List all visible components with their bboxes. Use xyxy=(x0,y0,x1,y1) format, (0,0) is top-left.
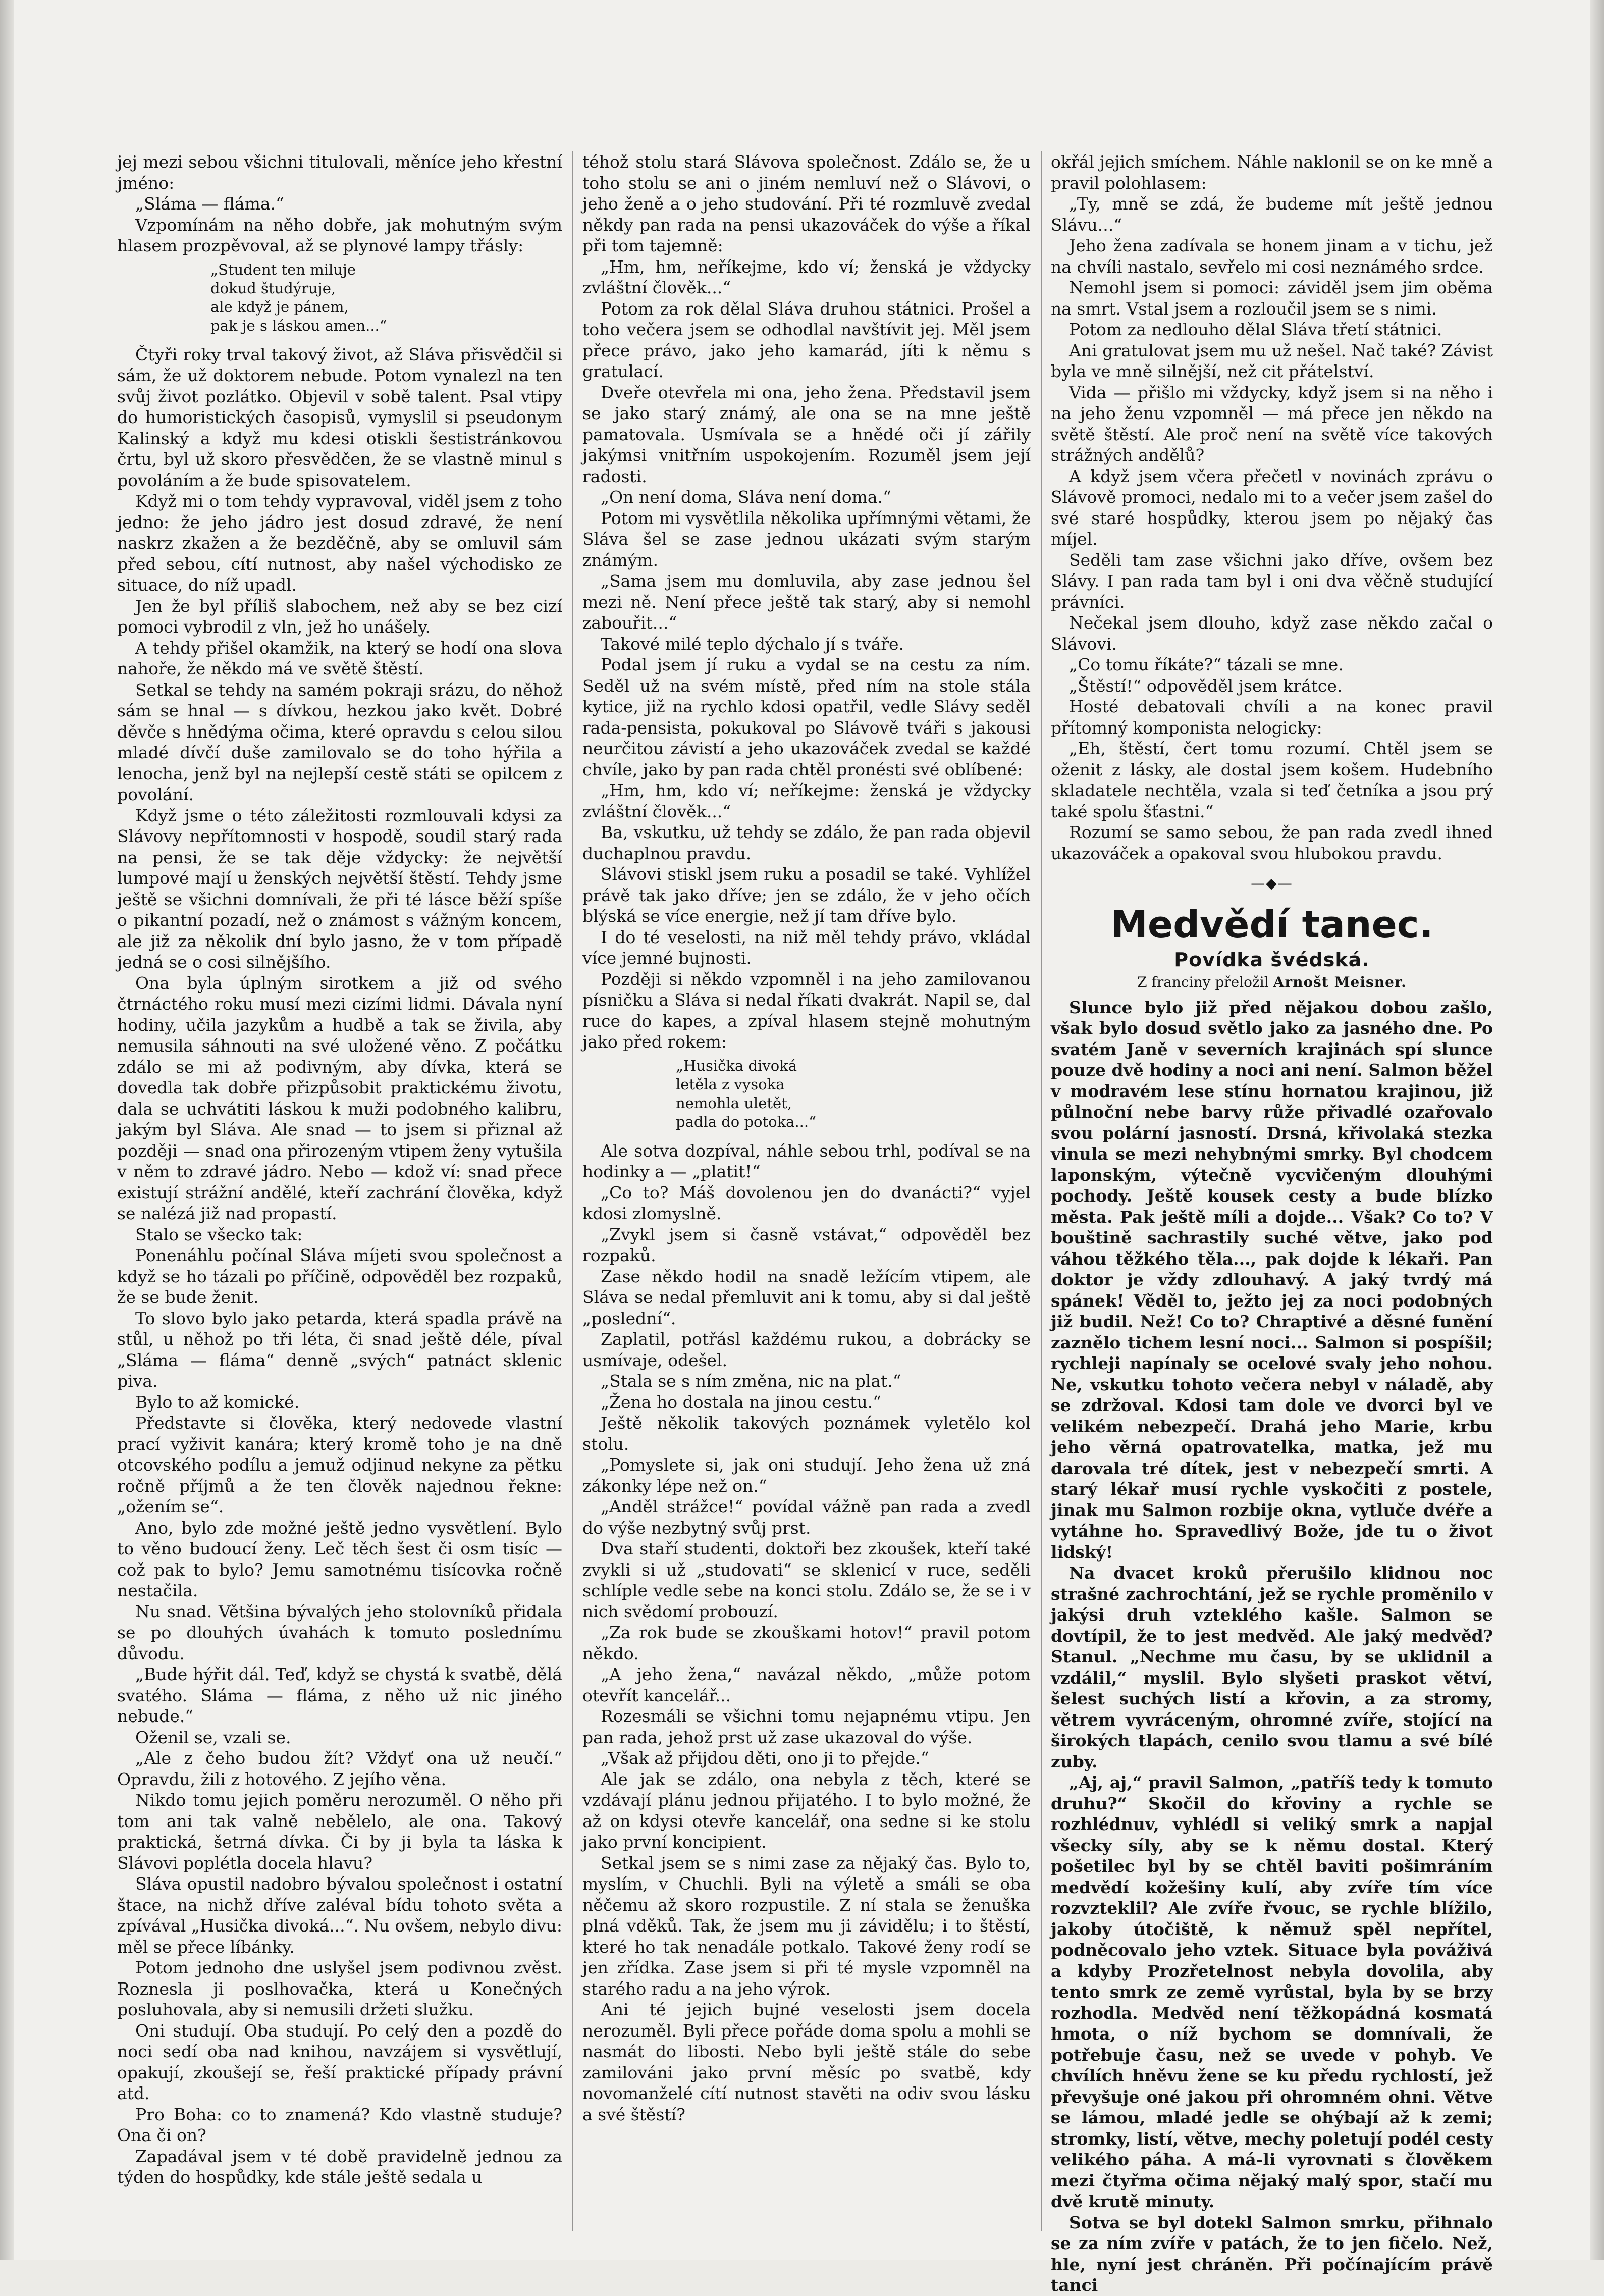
article-paragraph: Ale jak se zdálo, ona nebyla z těch, které se vzdávají plánu jednou přijatého. I to bylo možné, že až on kdysi otevře kancelář, ona sedne si ke stolu jako první koncipient. xyxy=(582,1769,1031,1852)
article-paragraph: Zaplatil, potřásl každému rukou, a dobrácky se usmívaje, odešel. xyxy=(582,1329,1031,1370)
article-paragraph: Později si někdo vzpomněl i na jeho zamilovanou písničku a Sláva si nedal říkati dvakrát. Napil se, dal ruce do kapes, a zpíval hlasem stejně mohutným jako před rokem: xyxy=(582,969,1031,1052)
article-paragraph: „Anděl strážce!“ povídal vážně pan rada a zvedl do výše nezbytný svůj prst. xyxy=(582,1497,1031,1538)
article-paragraph: Ale sotva dozpíval, náhle sebou trhl, podíval se na hodinky a — „platit!“ xyxy=(582,1140,1031,1181)
article-paragraph: Dva staří studenti, doktoři bez zkoušek, kteří také zvykli si už „studovati“ se sklenicí v ruce, seděli schlíple vedle sebe na konci stolu. Zdálo se, že se i v nich svědomí probouzí. xyxy=(582,1539,1031,1622)
article-paragraph: Sláva opustil nadobro bývalou společnost i ostatní štace, na nichž dříve zaléval bídu tohoto světa a zpívával „Husička divoká...“. Nu ovšem, nebylo divu: měl se přece líbánky. xyxy=(117,1874,562,1957)
story-title: Medvědí tanec. xyxy=(1110,903,1433,947)
article-paragraph: Zase někdo hodil na snadě ležícím vtipem, ale Sláva se nedal přemluvit ani k tomu, aby si dal ještě „poslední“. xyxy=(582,1266,1031,1328)
verse-line: „Student ten miluje xyxy=(210,260,356,278)
column-rule-left xyxy=(572,151,573,2231)
column-rule-right xyxy=(1041,151,1042,2231)
article-paragraph: Když jsme o této záležitosti rozmlouvali kdysi za Slávovy nepřítomnosti v hospodě, soudil starý rada na pensi, že se tak děje vždycky: že největší lumpové mají u ženských největší štěstí. Tehdy jsme ještě se všichni domnívali, že při té lásce běží spíše o pikantní pozadí, než o známost s vážným koncem, ale již za několik dní bylo jasno, že v tom případě jedná se o cosi silnějšího. xyxy=(117,805,562,972)
article-paragraph: Setkal jsem se s nimi zase za nějaký čas. Bylo to, myslím, v Chuchli. Byli na výletě a smáli se oba něčemu až skoro rozpustile. Z ní stala se ženuška plná vděků. Tak, že jsem mu ji závidělu; i to štěstí, které ho tak nenadále potkalo. Takové ženy rodí se jen zřídka. Zase jsem si při té mysle vzpomněl na starého radu a na jeho výrok. xyxy=(582,1853,1031,1999)
verse-line: nemohla uletět, xyxy=(676,1094,792,1112)
page-left-edge xyxy=(0,0,14,2260)
article-paragraph: „A jeho žena,“ navázal někdo, „může potom otevřít kancelář... xyxy=(582,1664,1031,1705)
song-verse xyxy=(210,260,562,335)
article-paragraph: Ponenáhlu počínal Sláva míjeti svou společnost a když se ho tázali po příčině, odpověděl bez rozpaků, že se bude ženit. xyxy=(117,1245,562,1307)
story-paragraph: „Aj, aj,“ pravil Salmon, „patříš tedy k tomuto druhu?“ Skočil do křoviny a rychle se rozhlédnuv, vyhlédl si veliký smrk a napjal všecky síly, aby se k němu dostal. Který pošetilec byl by se chtěl baviti pošimráním medvědí kožešiny kulí, aby zvíře tím více rozvzteklil? Ale zvíře řvouc, se rychle blížilo, jakoby útočiště, k němuž spěl nepřítel, podněcovalo jeho vztek. Situace byla pováživá a kdyby Prozřetelnost nebyla dovolila, aby tento smrk ze země vyrůstal, byla by se brzy rozhodla. Medvěd není těžkopádná kosmatá hmota, o níž bychom se domnívali, že potřebuje času, než se uvede v pohyb. Ve chvílích hněvu žene se ku předu rychlostí, jež převyšuje oné jakou při ohromném ohni. Větve se lámou, mladé jedle se ohýbají až k zemi; stromky, listí, větve, mechy poletují podél cesty velikého páha. A má-li vyrovnati s člověkem mezi čtyřma očima nějaký malý spor, stačí mu dvě krutě minuty. xyxy=(1051,1772,1493,2211)
article-paragraph: Ani gratulovat jsem mu už nešel. Nač také? Závist byla ve mně silnější, než cit přátelství. xyxy=(1051,340,1493,381)
story-subtitle: Povídka švédská. xyxy=(1174,948,1370,971)
article-paragraph: Nemohl jsem si pomoci: záviděl jsem jim oběma na smrt. Vstal jsem a rozloučil jsem se s nimi. xyxy=(1051,278,1493,319)
article-paragraph: Rozesmáli se všichni tomu nejapnému vtipu. Jen pan rada, jehož prst už zase ukazoval do výše. xyxy=(582,1706,1031,1747)
column-right xyxy=(1051,151,1493,2295)
article-paragraph: „Eh, štěstí, čert tomu rozumí. Chtěl jsem se oženit z lásky, ale dostal jsem košem. Hudebního skladatele nechtěla, vzala si teď četníka a jsou prý také spolu šťastni.“ xyxy=(1051,739,1493,821)
article-paragraph: „Sláma — fláma.“ xyxy=(135,194,284,214)
article-paragraph: „Však až přijdou děti, ono ji to přejde.“ xyxy=(601,1748,929,1768)
article-paragraph: Oni studují. Oba studují. Po celý den a pozdě do noci sedí oba nad knihou, navzájem si vysvětlují, opakují, zkoušejí se, řeší praktické případy právní atd. xyxy=(117,2020,562,2103)
translator-name: Arnošt Meisner. xyxy=(1273,973,1407,990)
article-paragraph: I do té veselosti, na niž měl tehdy právo, vkládal více jemné bujnosti. xyxy=(582,927,1031,968)
article-paragraph: Dveře otevřela mi ona, jeho žena. Představil jsem se jako starý známý, ale ona se na mne ještě pamatovala. Usmívala se a hnědé oči jí zářily jakýmsi vnitřním uspokojením. Rozuměl jsem její radosti. xyxy=(582,382,1031,486)
credit-prefix: Z franciny přeložil xyxy=(1137,973,1269,990)
article-paragraph: okřál jejich smíchem. Náhle naklonil se on ke mně a pravil polohlasem: xyxy=(1051,152,1493,193)
article-paragraph: Vida — přišlo mi vždycky, když jsem si na něho i na jeho ženu vzpomněl — má přece jen někdo na světě štěstí. Ale proč není na světě více takových strážných andělů? xyxy=(1051,382,1493,465)
article-paragraph: Bylo to až komické. xyxy=(135,1392,300,1412)
article-paragraph: Čtyři roky trval takový život, až Sláva přisvědčil si sám, že už doktorem nebude. Potom vynalezl na ten svůj život pozlátko. Objevil v sobě talent. Psal vtipy do humoristických časopisů, vymyslil si pseudonym Kalinský a když mu kdesi otiskli šestistránkovou črtu, byl už skoro přesvědčen, že se vlastně minul s povoláním a že bude spisovatelem. xyxy=(117,344,562,490)
article-paragraph: Ano, bylo zde možné ještě jedno vysvětlení. Bylo to věno budoucí ženy. Leč těch šest či osm tisíc — což pak to bylo? Jemu samotnému tisícovka ročně nestačila. xyxy=(117,1518,562,1600)
article-paragraph: Podal jsem jí ruku a vydal se na cestu za ním. Seděl už na svém místě, před ním na stole stála kytice, již na rychlo kdosi opatřil, vedle Slávy seděl rada-pensista, pokukoval po Slávově tváři s jakousi neurčitou závistí a jeho ukazováček zvedal se každé chvíle, jako by pan rada chtěl pronésti své oblíbené: xyxy=(582,655,1031,779)
article-paragraph: Potom za nedlouho dělal Sláva třetí státnici. xyxy=(1069,320,1442,339)
article-paragraph: Stalo se všecko tak: xyxy=(135,1224,303,1244)
article-paragraph: „Sama jsem mu domluvila, aby zase jednou šel mezi ně. Není přece ještě tak starý, aby si nemohl zabouřit...“ xyxy=(582,571,1031,633)
article-paragraph: Seděli tam zase všichni jako dříve, ovšem bez Slávy. I pan rada tam byl i oni dva věčně studující právníci. xyxy=(1051,550,1493,612)
article-paragraph: Hosté debatovali chvíli a na konec pravil přítomný komponista nelogicky: xyxy=(1051,697,1493,738)
verse-line: dokud študýruje, xyxy=(210,279,336,297)
article-paragraph: „Za rok bude se zkouškami hotov!“ pravil potom někdo. xyxy=(582,1623,1031,1663)
article-paragraph: Ona byla úplným sirotkem a již od svého čtrnáctého roku musí mezi cizími lidmi. Dávala nyní hodiny, učila jazykům a hudbě a tak se živila, aby nemusila sáhnouti na své uložené věno. Z počátku zdálo se mi až podivným, aby dívka, která se dovedla tak dobře přizpůsobit praktickému životu, dala se uchvátiti láskou k muži podobného kalibru, jakým byl Sláva. Ale snad — to jsem si přiznal až později — snad ona přirozeným vtipem ženy vytušila v něm to zdravé jádro. Nebo — kdož ví: snad přece existují strážní andělé, kteří zachrání člověka, když se nalézá již nad propastí. xyxy=(117,973,562,1223)
article-paragraph: Slávovi stiskl jsem ruku a posadil se také. Vyhlížel právě tak jako dříve; jen se zdálo, že v jeho očích blýská se více energie, než jí tam dříve bylo. xyxy=(582,864,1031,926)
page-right-edge xyxy=(1590,0,1604,2260)
article-paragraph: „Žena ho dostala na jinou cestu.“ xyxy=(601,1392,882,1412)
article-paragraph: Jeho žena zadívala se honem jinam a v tichu, jež na chvíli nastalo, sevřelo mi cosi neznámého srdce. xyxy=(1051,236,1493,277)
story-paragraph: Na dvacet kroků přerušilo klidnou noc strašné zachrochtání, jež se rychle proměnilo v jakýsi druh vzteklého kašle. Salmon se dovtípil, že to jest medvěd. Ale jaký medvěd? Stanul. „Nechme mu času, by se uklidnil a vzdálil,“ myslil. Bylo slyšeti praskot větví, šelest suchých listí a křovin, a za stromy, větrem vyvráceným, ohromné zvíře, stojící na širokých tlapách, cenilo svou tlamu a své bílé zuby. xyxy=(1051,1563,1493,1771)
section-ornament: —◆— xyxy=(1251,875,1293,892)
article-paragraph: Ba, vskutku, už tehdy se zdálo, že pan rada objevil duchaplnou pravdu. xyxy=(582,822,1031,863)
verse-line: letěla z vysoka xyxy=(676,1075,785,1093)
article-paragraph: „Bude hýřit dál. Teď, když se chystá k svatbě, dělá svatého. Sláma — fláma, z něho už nic jiného nebude.“ xyxy=(117,1664,562,1726)
story-paragraph: Sotva se byl dotekl Salmon smrku, přihnalo se za ním zvíře v patách, že to jen fičelo. Než, hle, nyní jest chráněn. Při počínajícím právě tanci xyxy=(1051,2212,1493,2295)
article-paragraph: „Hm, hm, neříkejme, kdo ví; ženská je vždycky zvláštní člověk...“ xyxy=(582,256,1031,297)
verse-line: „Husička divoká xyxy=(676,1057,797,1074)
verse-line: pak je s láskou amen...“ xyxy=(210,317,387,334)
song-verse xyxy=(676,1057,1031,1131)
story-paragraph: Slunce bylo již před nějakou dobou zašlo, však bylo dosud světlo jako za jasného dne. Po svatém Janě v severních krajinách spí slunce pouze dvě hodiny a noci ani není. Salmon běžel v modravém lese stínu hornatou krajinou, již půlnoční nebe barvy růže přivadlé ozařovalo svou polární jasností. Drsná, křivolaká stezka vinula se mezi nehybnými smrky. Byl chodcem laponským, výtečně vycvičeným dlouhými pochody. Ještě kousek cesty a bude blízko města. Pak ještě míli a dojde... Však? Co to? V bouštině sachrastily suché větve, jako pod váhou těžkého těla..., pak dojde k lékaři. Pan doktor je vždy zdlouhavý. A jaký tvrdý má spánek! Věděl to, ježto jej za noci podobných již budil. Než! Co to? Chraptivé a děsné funění zaznělo tichem lesní noci... Salmon si pospíšil; rychleji napínaly se ocelové svaly jeho nohou. Ne, vskutku tohoto večera nebyl v náladě, aby se zdržoval. Kdosi tam dole ve dvorci byl ve velikém nebezpečí. Drahá jeho Marie, krbu jeho věrná opatrovatelka, matka, jež mu darovala tré dítek, jest v nebezpečí smrti. A starý lékař musí rychle vyskočiti z postele, jinak mu Salmon rozbije okna, vytluče dvéře a vytáhne ho. Spravedlivý Bože, jde tu o život lidský! xyxy=(1051,997,1493,1562)
article-paragraph: Jen že byl příliš slabochem, než aby se bez cizí pomoci vybrodil z vln, jež ho unášely. xyxy=(117,596,562,637)
article-paragraph: Představte si člověka, který nedovede vlastní prací vyživit kanára; který kromě toho je na dně otcovského podílu a jemuž odjinud nekyne za pětku ročně příjmů a že ten člověk najednou řekne: „ožením se“. xyxy=(117,1413,562,1517)
article-paragraph: „Stala se s ním změna, nic na plat.“ xyxy=(601,1371,901,1391)
article-paragraph: Potom mi vysvětlila několika upřímnými větami, že Sláva šel se zase jednou ukázati svým starým známým. xyxy=(582,508,1031,570)
verse-line: padla do potoka...“ xyxy=(676,1113,816,1130)
article-paragraph: „Ale z čeho budou žít? Vždyť ona už neučí.“ Opravdu, žili z hotového. Z jejího věna. xyxy=(117,1748,562,1789)
article-paragraph: Nu snad. Většina bývalých jeho stolovníků přidala se po dlouhých úvahách k tomuto poslednímu důvodu. xyxy=(117,1601,562,1663)
article-paragraph: „Hm, hm, kdo ví; neříkejme: ženská je vždycky zvláštní člověk...“ xyxy=(582,780,1031,821)
article-paragraph: Nikdo tomu jejich poměru nerozuměl. O něho při tom ani tak valně nebělelo, ale ona. Takový praktická, šetrná dívka. Či by ji byla ta láska k Slávovi poplétla docela hlavu? xyxy=(117,1790,562,1873)
article-paragraph: Setkal se tehdy na samém pokraji srázu, do něhož sám se hnal — s dívkou, hezkou jako květ. Dobré děvče s hnědýma očima, které opravdu s celou silou mladé dívčí duše zamilovalo se do toho hýřila a lenocha, jenž byl na nejlepší cestě státi se opilcem z povolání. xyxy=(117,680,562,804)
article-paragraph: Potom za rok dělal Sláva druhou státnici. Prošel a toho večera jsem se odhodlal navštívit jej. Měl jsem přece právo, jako jeho kamarád, jíti k němu s gratulací. xyxy=(582,298,1031,381)
article-paragraph: Takové milé teplo dýchalo jí s tváře. xyxy=(601,634,904,654)
article-paragraph: „On není doma, Sláva není doma.“ xyxy=(601,487,891,507)
article-paragraph: Vzpomínám na něho dobře, jak mohutným svým hlasem prozpěvoval, až se plynové lampy třásly: xyxy=(117,215,562,255)
article-paragraph: Oženil se, vzali se. xyxy=(135,1727,291,1747)
column-left xyxy=(117,151,562,2247)
article-paragraph: téhož stolu stará Slávova společnost. Zdálo se, že u toho stolu se ani o jiném nemluví než o Slávovi, o jeho ženě a o jeho studování. Při té rozmluvě zvedal někdy pan rada na pensi ukazováček do výše a říkal při tom tajemně: xyxy=(582,152,1031,255)
article-paragraph: Ještě několik takových poznámek vyletělo kol stolu. xyxy=(582,1413,1031,1454)
article-paragraph: Rozumí se samo sebou, že pan rada zvedl ihned ukazováček a opakoval svou hlubokou pravdu. xyxy=(1051,822,1493,863)
article-paragraph: „Zvykl jsem si časně vstávat,“ odpověděl bez rozpaků. xyxy=(582,1224,1031,1265)
article-paragraph: „Pomyslete si, jak oni studují. Jeho žena už zná zákonky lépe než on.“ xyxy=(582,1455,1031,1496)
article-paragraph: To slovo bylo jako petarda, která spadla právě na stůl, u něhož po tři léta, či snad ještě déle, píval „Sláma — fláma“ denně „svých“ patnáct sklenic piva. xyxy=(117,1308,562,1391)
article-paragraph: „Co to? Máš dovolenou jen do dvanácti?“ vyjel kdosi zlomyslně. xyxy=(582,1182,1031,1223)
article-paragraph: Zapadával jsem v té době pravidelně jednou za týden do hospůdky, kde stále ještě sedala u xyxy=(117,2146,562,2187)
column-middle xyxy=(582,151,1031,2247)
verse-line: ale když je pánem, xyxy=(210,298,349,316)
article-paragraph: A když jsem včera přečetl v novinách zprávu o Slávově promoci, nedalo mi to a večer jsem zašel do své staré hospůdky, kterou jsem po nějaký čas míjel. xyxy=(1051,466,1493,549)
article-paragraph: „Ty, mně se zdá, že budeme mít ještě jednou Slávu...“ xyxy=(1051,194,1493,235)
article-paragraph: „Co tomu říkáte?“ tázali se mne. xyxy=(1069,655,1344,674)
article-paragraph: Potom jednoho dne uslyšel jsem podivnou zvěst. Roznesla ji poslhovačka, která u Konečných posluhovala, aby si nemusili držeti služku. xyxy=(117,1958,562,2019)
article-paragraph: Ani té jejich bujné veselosti jsem docela nerozuměl. Byli přece pořáde doma spolu a mohli se nasmát do libosti. Nebo byli ještě stále do sebe zamilováni jako první měsíc po svatbě, kdy novomanželé cítí nutnost stavěti na odiv svou lásku a své štěstí? xyxy=(582,2000,1031,2124)
article-paragraph: jej mezi sebou všichni titulovali, měníce jeho křestní jméno: xyxy=(117,152,562,193)
article-paragraph: A tehdy přišel okamžik, na který se hodí ona slova nahoře, že někdo má ve světě štěstí. xyxy=(117,638,562,679)
article-paragraph: Nečekal jsem dlouho, když zase někdo začal o Slávovi. xyxy=(1051,613,1493,654)
article-paragraph: Když mi o tom tehdy vypravoval, viděl jsem z toho jedno: že jeho jádro jest dosud zdravé, že není naskrz zkažen a že bezděčně, aby se omluvil sám před sebou, cítí nutnost, aby našel východisko ze situace, do níž upadl. xyxy=(117,491,562,595)
translator-credit xyxy=(1051,972,1493,993)
article-paragraph: „Štěstí!“ odpověděl jsem krátce. xyxy=(1069,675,1343,696)
article-paragraph: Pro Boha: co to znamená? Kdo vlastně studuje? Ona či on? xyxy=(117,2104,562,2145)
